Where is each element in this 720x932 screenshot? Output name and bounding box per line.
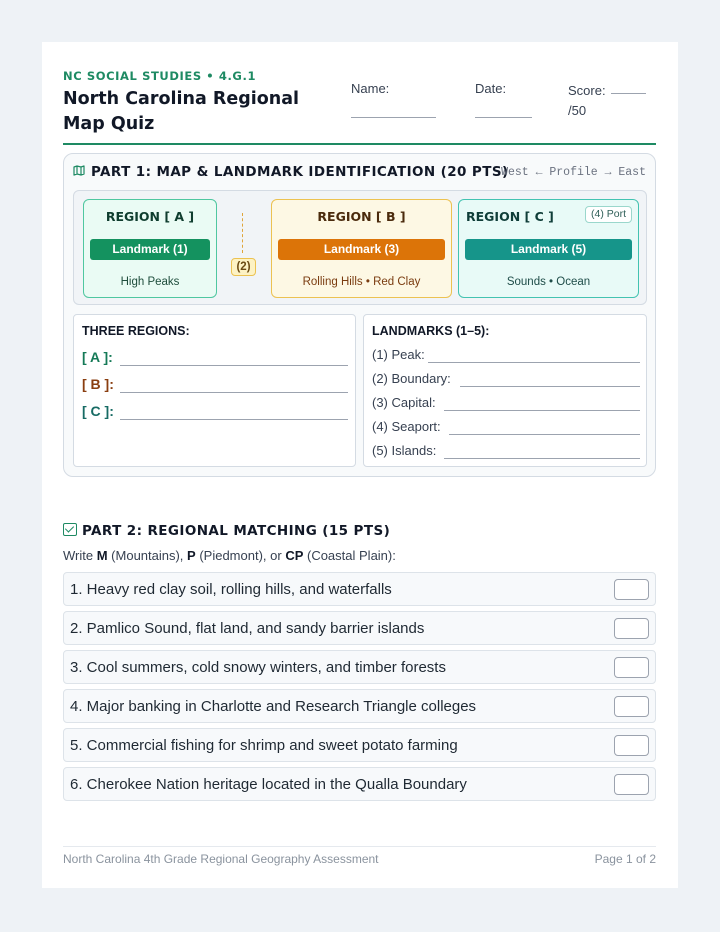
question-row: [63, 728, 656, 762]
region-b-answer-row: [82, 376, 114, 392]
map-icon: [73, 165, 87, 179]
name-label: Name:: [351, 81, 390, 96]
answer-box[interactable]: [614, 579, 649, 600]
answer-box[interactable]: [614, 735, 649, 756]
question-text: 4. Major banking in Charlotte and Research Triangle colleges: [70, 698, 477, 715]
part1-section: [63, 153, 656, 477]
landmark-1-answer-line[interactable]: [428, 362, 640, 363]
region-c-answer-line[interactable]: [120, 419, 348, 420]
landmarks-box: [363, 314, 647, 467]
question-text: 5. Commercial fishing for shrimp and sweet potato farming: [70, 737, 458, 754]
part1-title: PART 1: MAP & LANDMARK IDENTIFICATION (20 PTS): [91, 164, 509, 180]
landmark-3-row: [372, 395, 640, 410]
score-input-line[interactable]: [611, 84, 646, 94]
region-c-answer-label: [ C ]:: [82, 403, 114, 419]
score-field: [568, 81, 658, 121]
landmark-5-bar: Landmark (5): [465, 239, 632, 260]
checkbox-icon: [63, 523, 77, 536]
instr-cp-text: (Coastal Plain):: [303, 548, 396, 563]
region-b-description: Rolling Hills • Red Clay: [302, 276, 421, 288]
landmark-5-answer-line[interactable]: [444, 458, 640, 459]
landmark-1-row: [372, 347, 640, 362]
landmark-1-label: (1) Peak:: [372, 347, 425, 362]
page-number: Page 1 of 2: [594, 852, 656, 866]
landmark-4-row: [372, 419, 640, 434]
footer-title: North Carolina 4th Grade Regional Geography Assessment: [63, 852, 379, 866]
part2-instructions: [63, 548, 396, 563]
landmark-2-label: (2) Boundary:: [372, 371, 451, 386]
name-field: [351, 81, 389, 96]
question-row: [63, 611, 656, 645]
region-a-answer-label: [ A ]:: [82, 349, 113, 365]
region-b-answer-line[interactable]: [120, 392, 348, 393]
question-text: 3. Cool summers, cold snowy winters, and timber forests: [70, 659, 446, 676]
region-c-card: [458, 199, 639, 298]
part2-title: PART 2: REGIONAL MATCHING (15 PTS): [82, 523, 391, 539]
landmark-2-row: [372, 371, 640, 386]
landmark-4-label: (4) Seaport:: [372, 419, 441, 434]
page-title: North Carolina Regional Map Quiz: [63, 89, 300, 134]
name-input-line[interactable]: [351, 117, 436, 118]
quiz-page: [42, 42, 678, 888]
answer-box[interactable]: [614, 618, 649, 639]
region-a-label: REGION [ A ]: [105, 209, 195, 224]
region-a-description: High Peaks: [120, 276, 180, 288]
instr-m: M: [96, 548, 108, 563]
region-a-card: [83, 199, 217, 298]
landmark-5-label: (5) Islands:: [372, 443, 437, 458]
region-c-description: Sounds • Ocean: [506, 276, 591, 288]
question-text: 2. Pamlico Sound, flat land, and sandy barrier islands: [70, 620, 425, 637]
landmark-3-answer-line[interactable]: [444, 410, 640, 411]
three-regions-title: THREE REGIONS:: [82, 324, 190, 338]
port-tag: (4) Port: [585, 206, 632, 223]
course-kicker: NC SOCIAL STUDIES • 4.G.1: [63, 69, 257, 83]
region-c-answer-row: [82, 403, 114, 419]
boundary-dashed-line: [242, 213, 243, 253]
question-row: [63, 650, 656, 684]
date-field: [475, 81, 506, 96]
answer-box[interactable]: [614, 696, 649, 717]
region-profile-map: [73, 190, 647, 305]
question-row: [63, 767, 656, 801]
region-b-card: [271, 199, 452, 298]
region-b-label: REGION [ B ]: [317, 209, 406, 224]
instr-pre: Write: [63, 548, 97, 563]
question-text: 6. Cherokee Nation heritage located in the Qualla Boundary: [70, 776, 467, 793]
landmarks-title: LANDMARKS (1–5):: [372, 324, 490, 338]
profile-direction: West ← Profile → East: [501, 166, 646, 179]
region-a-answer-row: [82, 349, 113, 365]
instr-p-text: (Piedmont), or: [195, 548, 286, 563]
instr-cp: CP: [285, 548, 304, 563]
landmark-1-bar: Landmark (1): [90, 239, 210, 260]
date-label: Date:: [475, 81, 507, 96]
date-input-line[interactable]: [475, 117, 532, 118]
region-b-answer-label: [ B ]:: [82, 376, 114, 392]
part1-heading: [73, 164, 509, 180]
page-footer: [63, 846, 656, 866]
quiz-header: [63, 69, 656, 145]
region-a-answer-line[interactable]: [120, 365, 348, 366]
boundary-marker: (2): [231, 258, 256, 276]
landmark-3-label: (3) Capital:: [372, 395, 436, 410]
question-text: 1. Heavy red clay soil, rolling hills, and waterfalls: [70, 581, 392, 598]
region-c-label: REGION [ C ]: [466, 209, 554, 224]
answer-box[interactable]: [614, 657, 649, 678]
score-total: /50: [568, 103, 587, 118]
landmark-5-row: [372, 443, 640, 458]
landmark-3-bar: Landmark (3): [278, 239, 445, 260]
landmark-4-answer-line[interactable]: [449, 434, 640, 435]
answer-box[interactable]: [614, 774, 649, 795]
landmark-2-answer-line[interactable]: [460, 386, 640, 387]
part2-heading: [63, 523, 390, 539]
instr-m-text: (Mountains),: [107, 548, 188, 563]
question-row: [63, 689, 656, 723]
score-label: Score:: [568, 83, 606, 98]
instr-p: P: [187, 548, 196, 563]
three-regions-box: [73, 314, 356, 467]
question-row: [63, 572, 656, 606]
